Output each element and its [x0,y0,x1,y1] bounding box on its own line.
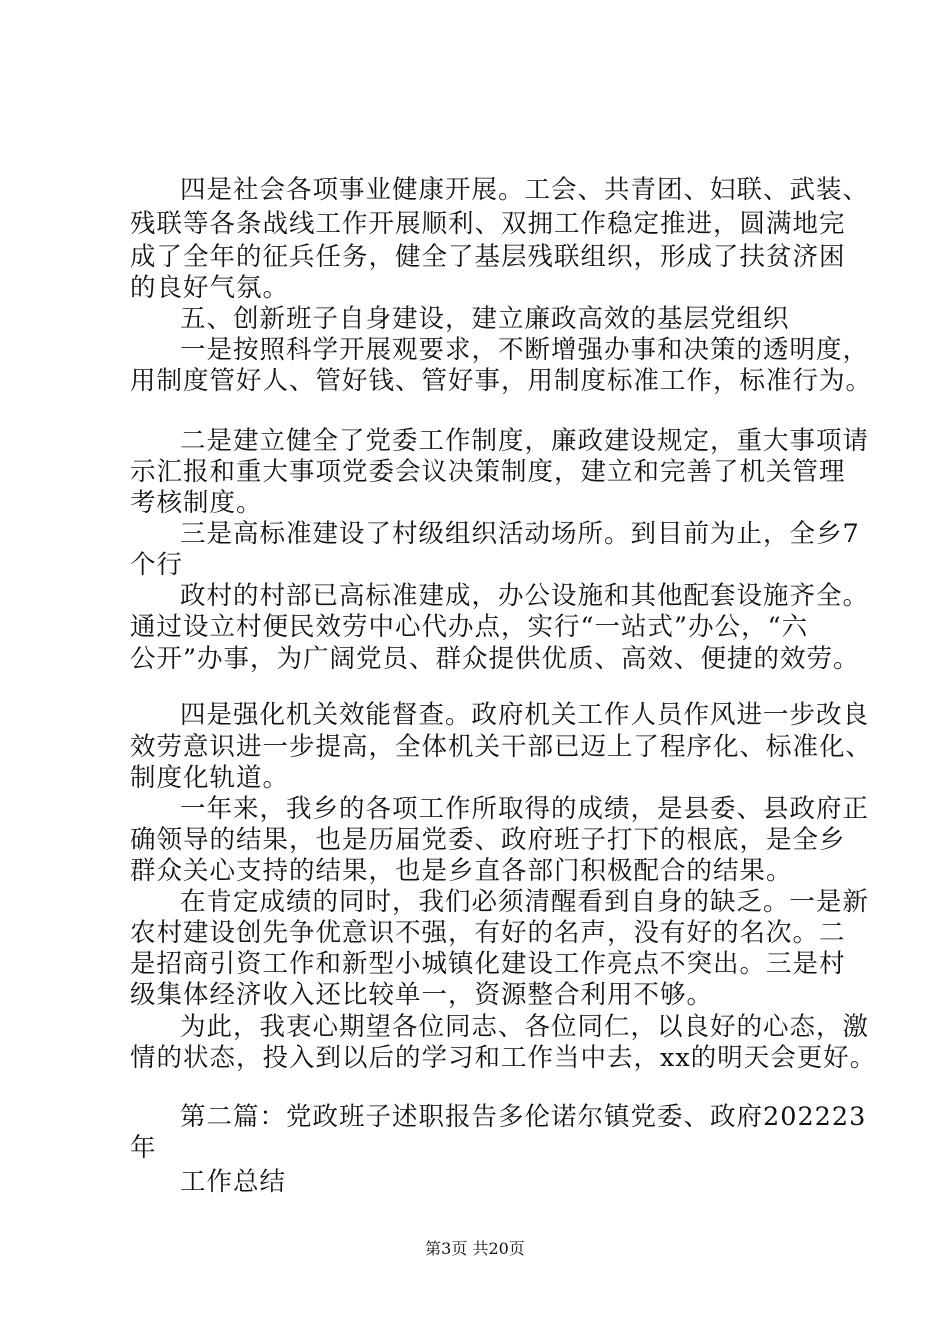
paragraph-line: 群众关心支持的结果，也是乡直各部门积极配合的结果。 [130,856,793,886]
paragraph-line: 示汇报和重大事项党委会议决策制度，建立和完善了机关管理 [130,457,846,487]
paragraph-line: 成了全年的征兵任务，健全了基层残联组织，形成了扶贫济困 [130,242,846,272]
paragraph-line: 二是建立健全了党委工作制度，廉政建设规定，重大事项请 [180,426,870,456]
paragraph-line: 公开”办事，为广阔党员、群众提供优质、高效、便捷的效劳。 [130,644,860,674]
chapter-heading: 年 [130,1133,157,1163]
chapter-heading: 第二篇：党政班子述职报告多伦诺尔镇党委、政府202223 [180,1102,867,1132]
section-heading: 五、创新班子自身建设，建立廉政高效的基层党组织 [180,304,790,334]
paragraph-line: 一年来，我乡的各项工作所取得的成绩，是县委、县政府正 [180,794,870,824]
paragraph-line: 确领导的结果，也是历届党委、政府班子打下的根底，是全乡 [130,825,846,855]
paragraph-line: 制度化轨道。 [130,763,290,793]
paragraph-line: 级集体经济收入还比较单一，资源整合利用不够。 [130,980,714,1010]
paragraph-line: 用制度管好人、管好钱、管好事，用制度标准工作，标准行为。 [130,366,873,396]
paragraph-line: 残联等各条战线工作开展顺利、双拥工作稳定推进，圆满地完 [130,209,846,239]
chapter-heading: 工作总结 [180,1167,287,1197]
page-number-footer: 第3页 共20页 [425,1239,525,1258]
paragraph-line: 在肯定成绩的同时，我们必须清醒看到自身的缺乏。一是新 [180,887,870,917]
paragraph-line: 四是社会各项事业健康开展。工会、共青团、妇联、武装、 [180,175,870,205]
paragraph-line: 个行 [130,550,184,580]
paragraph-line: 的良好气氛。 [130,273,290,303]
paragraph-line: 是招商引资工作和新型小城镇化建设工作亮点不突出。三是村 [130,949,846,979]
paragraph-line: 三是高标准建设了村级组织活动场所。到目前为止，全乡7 [180,519,860,549]
paragraph-line: 四是强化机关效能督查。政府机关工作人员作风进一步改良 [180,700,870,730]
paragraph-line: 农村建设创先争优意识不强，有好的名声，没有好的名次。二 [130,918,846,948]
paragraph-line: 通过设立村便民效劳中心代办点，实行“一站式”办公，“六 [130,612,809,642]
paragraph-line: 考核制度。 [130,488,263,518]
paragraph-line: 效劳意识进一步提高，全体机关干部已迈上了程序化、标准化、 [130,732,873,762]
paragraph-line: 为此，我衷心期望各位同志、各位同仁，以良好的心态，激 [180,1012,870,1042]
paragraph-line: 情的状态，投入到以后的学习和工作当中去，xx的明天会更好。 [130,1043,877,1073]
paragraph-line: 一是按照科学开展观要求，不断增强办事和决策的透明度， [180,335,870,365]
paragraph-line: 政村的村部已高标准建成，办公设施和其他配套设施齐全。 [180,581,870,611]
